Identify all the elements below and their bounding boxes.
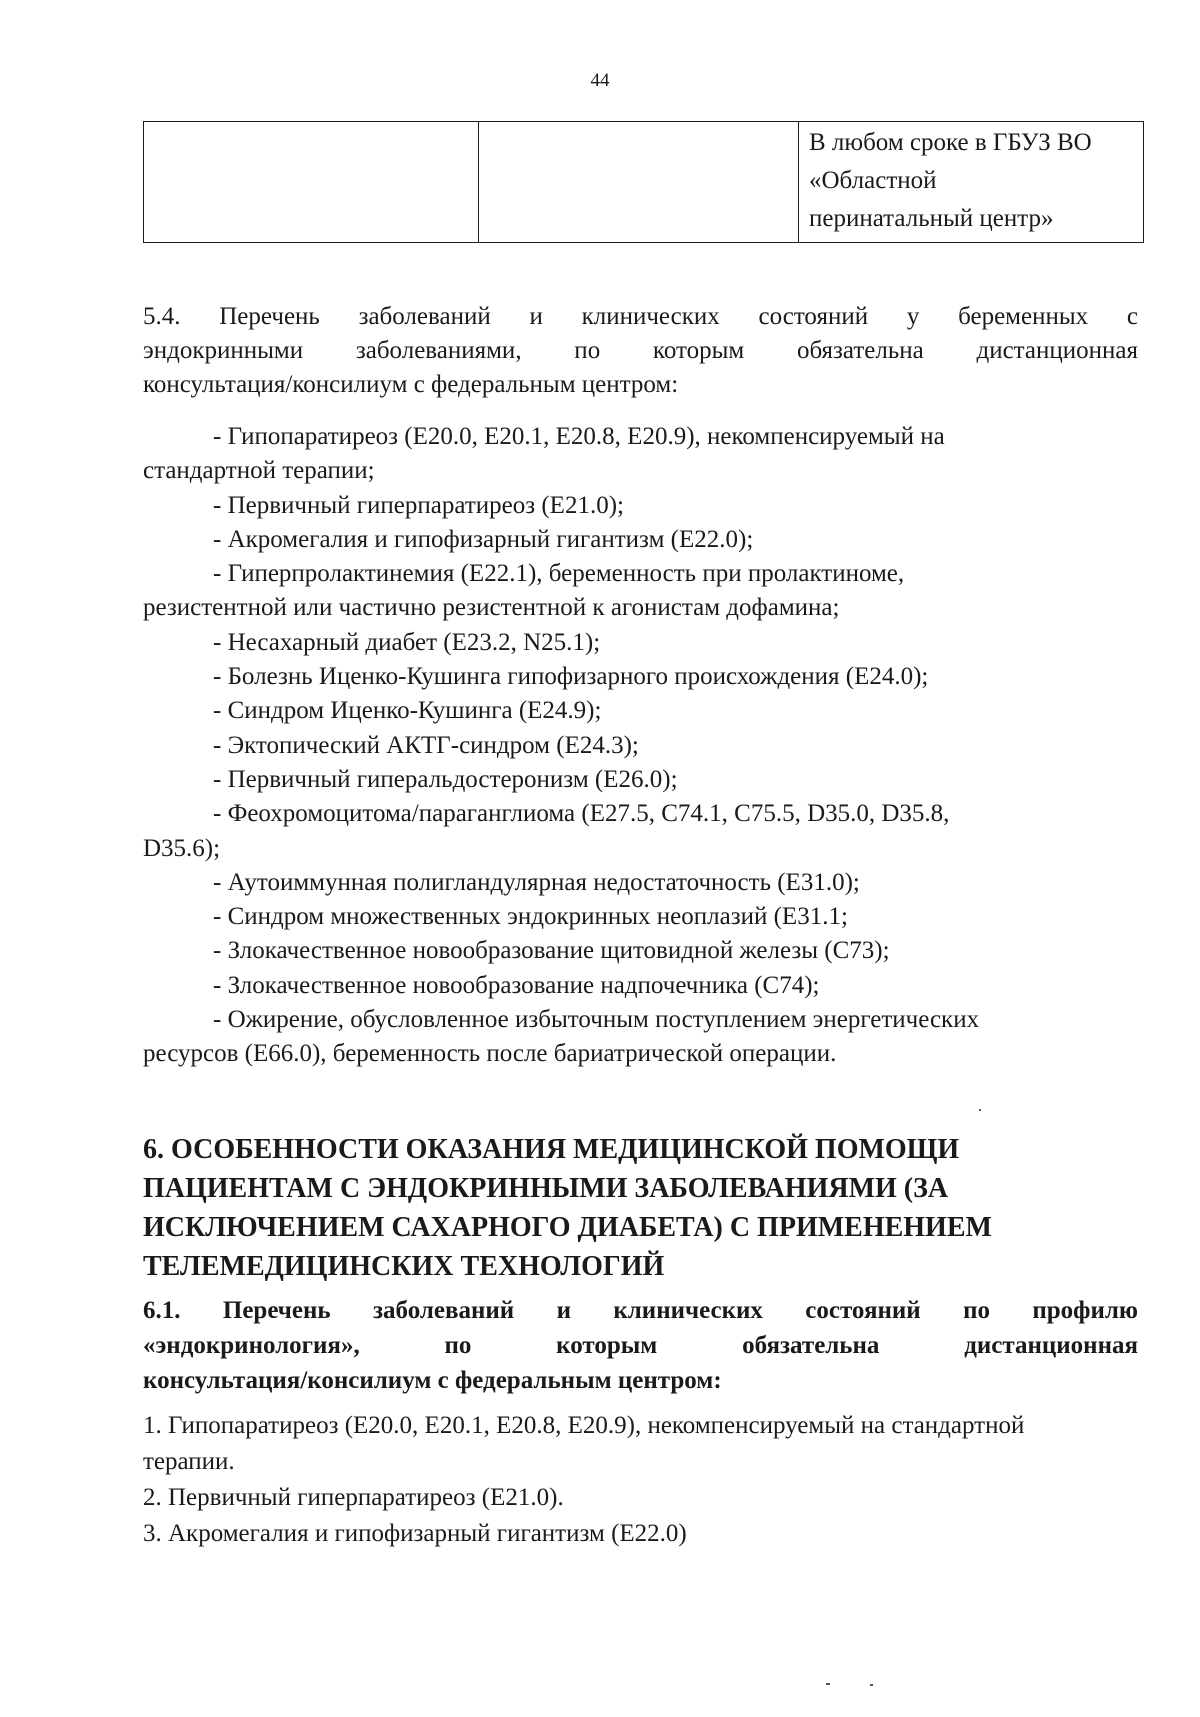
table-cell-line: «Областной bbox=[809, 167, 937, 194]
heading-line: 6. ОСОБЕННОСТИ ОКАЗАНИЯ МЕДИЦИНСКОЙ ПОМОЩИ bbox=[143, 1134, 960, 1165]
numbered-item-continuation: терапии. bbox=[143, 1448, 235, 1475]
numbered-item: 3. Акромегалия и гипофизарный гигантизм (E22.0) bbox=[143, 1520, 687, 1547]
list-item-continuation: стандартной терапии; bbox=[143, 457, 375, 485]
scan-speck bbox=[979, 1109, 981, 1111]
list-item-continuation: резистентной или частично резистентной к агонистам дофамина; bbox=[143, 594, 840, 622]
list-item-continuation: D35.6); bbox=[143, 834, 221, 862]
sub-heading-line: консультация/консилиум с федеральным центром: bbox=[143, 1367, 722, 1394]
list-item: - Первичный гиперпаратиреоз (E21.0); bbox=[213, 491, 624, 519]
list-item: - Аутоиммунная полигландулярная недостаточность (E31.0); bbox=[213, 868, 860, 896]
numbered-item: 1. Гипопаратиреоз (E20.0, E20.1, E20.8, E20.9), некомпенсируемый на стандартной bbox=[143, 1412, 1025, 1439]
table-cell-line: перинатальный центр» bbox=[809, 205, 1054, 232]
table-cell-empty-2 bbox=[479, 122, 799, 243]
heading-line: ПАЦИЕНТАМ С ЭНДОКРИННЫМИ ЗАБОЛЕВАНИЯМИ (ЗА bbox=[143, 1173, 949, 1204]
section-6-heading bbox=[143, 1130, 1138, 1286]
heading-line: ТЕЛЕМЕДИЦИНСКИХ ТЕХНОЛОГИЙ bbox=[143, 1251, 665, 1282]
list-item: - Феохромоцитома/параганглиома (E27.5, C74.1, C75.5, D35.0, D35.8, bbox=[213, 800, 950, 828]
list-item: - Первичный гиперальдостеронизм (E26.0); bbox=[213, 765, 678, 793]
list-item: - Ожирение, обусловленное избыточным поступлением энергетических bbox=[213, 1006, 980, 1034]
heading-line: ИСКЛЮЧЕНИЕМ САХАРНОГО ДИАБЕТА) С ПРИМЕНЕНИЕМ bbox=[143, 1212, 992, 1243]
sub-heading-line: 6.1. Перечень заболеваний и клинических состояний по профилю bbox=[143, 1297, 1138, 1324]
section-6-1-list bbox=[143, 1408, 1143, 1552]
scan-speck bbox=[826, 1683, 830, 1685]
section-5-4-list bbox=[143, 420, 1138, 1072]
table-cell-location bbox=[799, 122, 1144, 243]
list-item: - Синдром множественных эндокринных неоплазий (E31.1; bbox=[213, 903, 848, 931]
table-cell-line: В любом сроке в ГБУЗ ВО bbox=[809, 129, 1092, 156]
table-row bbox=[144, 122, 1144, 243]
sub-heading-line: «эндокринология», по которым обязательна дистанционная bbox=[143, 1332, 1138, 1359]
continuation-table bbox=[143, 121, 1144, 243]
numbered-item: 2. Первичный гиперпаратиреоз (E21.0). bbox=[143, 1484, 564, 1511]
list-item: - Эктопический АКТГ-синдром (E24.3); bbox=[213, 731, 639, 759]
list-item: - Несахарный диабет (E23.2, N25.1); bbox=[213, 628, 601, 656]
list-item: - Болезнь Иценко-Кушинга гипофизарного происхождения (E24.0); bbox=[213, 663, 929, 691]
section-5-4-intro bbox=[143, 300, 1138, 402]
intro-line: 5.4. Перечень заболеваний и клинических состояний у беременных с bbox=[143, 303, 1138, 330]
table-cell-empty-1 bbox=[144, 122, 479, 243]
intro-line: эндокринными заболеваниями, по которым обязательна дистанционная bbox=[143, 337, 1138, 364]
list-item: - Злокачественное новообразование надпочечника (C74); bbox=[213, 971, 820, 999]
list-item-continuation: ресурсов (E66.0), беременность после бариатрической операции. bbox=[143, 1040, 837, 1068]
scan-speck bbox=[870, 1684, 873, 1686]
list-item: - Гиперпролактинемия (E22.1), беременность при пролактиноме, bbox=[213, 560, 905, 588]
page-number: 44 bbox=[590, 70, 610, 91]
section-6-1-heading bbox=[143, 1293, 1138, 1398]
list-item: - Злокачественное новообразование щитовидной железы (C73); bbox=[213, 937, 890, 965]
intro-line: консультация/консилиум с федеральным центром: bbox=[143, 371, 679, 398]
list-item: - Акромегалия и гипофизарный гигантизм (E22.0); bbox=[213, 525, 754, 553]
list-item: - Гипопаратиреоз (E20.0, E20.1, E20.8, E20.9), некомпенсируемый на bbox=[213, 423, 945, 450]
list-item: - Синдром Иценко-Кушинга (E24.9); bbox=[213, 697, 602, 725]
